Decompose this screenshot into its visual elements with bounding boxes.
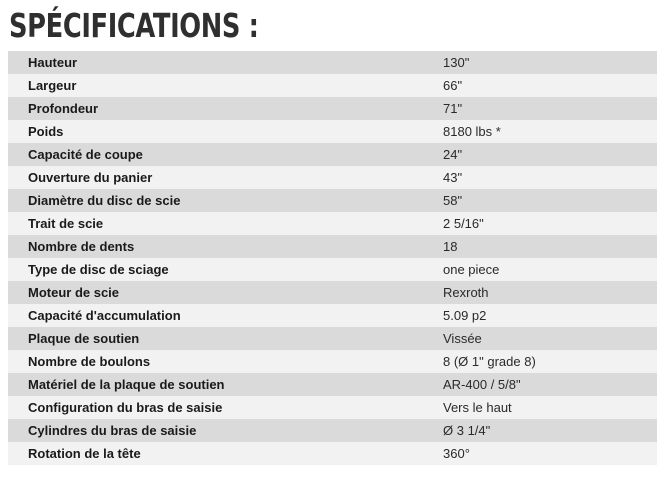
specifications-table <box>8 51 657 465</box>
spec-value: Vissée <box>433 327 657 350</box>
spec-label: Plaque de soutien <box>8 327 433 350</box>
spec-row <box>8 327 657 350</box>
page-title: SPÉCIFICATIONS : <box>9 6 259 45</box>
spec-label: Largeur <box>8 74 433 97</box>
spec-value: 71" <box>433 97 657 120</box>
spec-row <box>8 74 657 97</box>
spec-row <box>8 419 657 442</box>
spec-row <box>8 143 657 166</box>
spec-row <box>8 212 657 235</box>
spec-label: Rotation de la tête <box>8 442 433 465</box>
spec-label: Profondeur <box>8 97 433 120</box>
spec-value: one piece <box>433 258 657 281</box>
spec-value: 360° <box>433 442 657 465</box>
spec-label: Nombre de dents <box>8 235 433 258</box>
spec-label: Poids <box>8 120 433 143</box>
spec-row <box>8 120 657 143</box>
spec-value: 130" <box>433 51 657 74</box>
spec-value: Vers le haut <box>433 396 657 419</box>
spec-value: 18 <box>433 235 657 258</box>
spec-row <box>8 166 657 189</box>
spec-value: 58" <box>433 189 657 212</box>
spec-label: Trait de scie <box>8 212 433 235</box>
spec-label: Diamètre du disc de scie <box>8 189 433 212</box>
spec-row <box>8 189 657 212</box>
spec-value: 24" <box>433 143 657 166</box>
spec-label: Type de disc de sciage <box>8 258 433 281</box>
spec-value: 8180 lbs * <box>433 120 657 143</box>
spec-label: Hauteur <box>8 51 433 74</box>
spec-label: Moteur de scie <box>8 281 433 304</box>
spec-value: 43" <box>433 166 657 189</box>
spec-row <box>8 51 657 74</box>
spec-value: Rexroth <box>433 281 657 304</box>
spec-value: Ø 3 1/4" <box>433 419 657 442</box>
spec-value: 5.09 p2 <box>433 304 657 327</box>
spec-value: 8 (Ø 1" grade 8) <box>433 350 657 373</box>
spec-label: Matériel de la plaque de soutien <box>8 373 433 396</box>
spec-row <box>8 350 657 373</box>
spec-label: Cylindres du bras de saisie <box>8 419 433 442</box>
spec-value: 66" <box>433 74 657 97</box>
spec-row <box>8 396 657 419</box>
spec-row <box>8 442 657 465</box>
spec-row <box>8 235 657 258</box>
spec-label: Capacité de coupe <box>8 143 433 166</box>
spec-row <box>8 281 657 304</box>
spec-label: Configuration du bras de saisie <box>8 396 433 419</box>
spec-row <box>8 373 657 396</box>
spec-label: Ouverture du panier <box>8 166 433 189</box>
spec-row <box>8 258 657 281</box>
spec-row <box>8 304 657 327</box>
spec-label: Nombre de boulons <box>8 350 433 373</box>
spec-label: Capacité d'accumulation <box>8 304 433 327</box>
spec-value: AR-400 / 5/8" <box>433 373 657 396</box>
spec-row <box>8 97 657 120</box>
spec-value: 2 5/16" <box>433 212 657 235</box>
